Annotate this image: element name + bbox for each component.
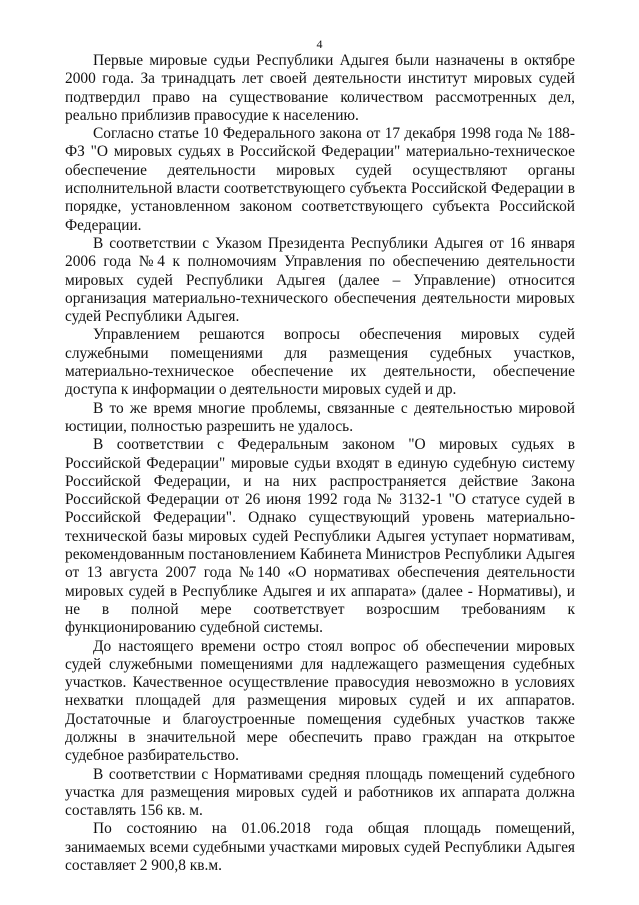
paragraph-judicial-system-status: В соответствии с Федеральным законом "О мировых судьях в Российской Федерации" мировые судьи входят в единую судебную систему Российской Федерации, и на них распространяется действие Закона Российской Федерации от 26 июня 1992 года № 3132-1 "О статусе судей в Российской Федерации". Однако существующий уровень материально-технической базы мировых судей Республики Адыгея уступает нормативам, рекомендованным постановлением Кабинета Министров Республики Адыгея от 13 августа 2007 года №140 «О нормативах обеспечения деятельности мировых судей в Республике Адыгея и их аппарата» (далее - Нормативы), и не в полной мере соответствует возросшим требованиям к функционированию судебной системы. (65, 436, 575, 637)
paragraph-average-area-norm: В соответствии с Нормативами средняя площадь помещений судебного участка для размещения мировых судей и работников их аппарата должна составлять 156 кв. м. (65, 765, 575, 820)
paragraph-first-judges: Первые мировые судьи Республики Адыгея были назначены в октябре 2000 года. За тринадцать лет своей деятельности институт мировых судей подтвердил право на существование количеством рассмотренных дел, реально приблизив правосудие к населению. (65, 52, 575, 124)
paragraph-total-area: По состоянию на 01.06.2018 года общая площадь помещений, занимаемых всеми судебными участками мировых судей Республики Адыгея составляет 2 900,8 кв.м. (65, 820, 575, 875)
page-number: 4 (316, 37, 323, 51)
paragraph-unresolved-problems: В то же время многие проблемы, связанные с деятельностью мировой юстиции, полностью разрешить не удалось. (65, 399, 575, 435)
paragraph-federal-law-article-10: Согласно статье 10 Федерального закона от 17 декабря 1998 года № 188-ФЗ "О мировых судьях в Российской Федерации" материально-техническое обеспечение деятельности мировых судей осуществляют органы исполнительной власти соответствующего субъекта Российской Федерации в порядке, установленном законом соответствующего субъекта Российской Федерации. (65, 125, 575, 234)
paragraph-presidential-decree: В соответствии с Указом Президента Республики Адыгея от 16 января 2006 года №4 к полномочиям Управления по обеспечению деятельности мировых судей Республики Адыгея (далее – Управление) относится организация материально-технического обеспечения деятельности мировых судей Республики Адыгея. (65, 234, 575, 326)
paragraph-department-tasks: Управлением решаются вопросы обеспечения мировых судей служебными помещениями для размещения судебных участков, материально-техническое обеспечение их деятельности, обеспечение доступа к информации о деятельности мировых судей и др. (65, 326, 575, 399)
paragraph-office-premises: До настоящего времени остро стоял вопрос об обеспечении мировых судей служебными помещениями для надлежащего размещения судебных участков. Качественное осуществление правосудия невозможно в условиях нехватки площадей для размещения мировых судей и их аппаратов. Достаточные и благоустроенные помещения судебных участков также должны в значительной мере обеспечить право граждан на открытое судебное разбирательство. (65, 637, 575, 765)
document-body (65, 52, 575, 875)
